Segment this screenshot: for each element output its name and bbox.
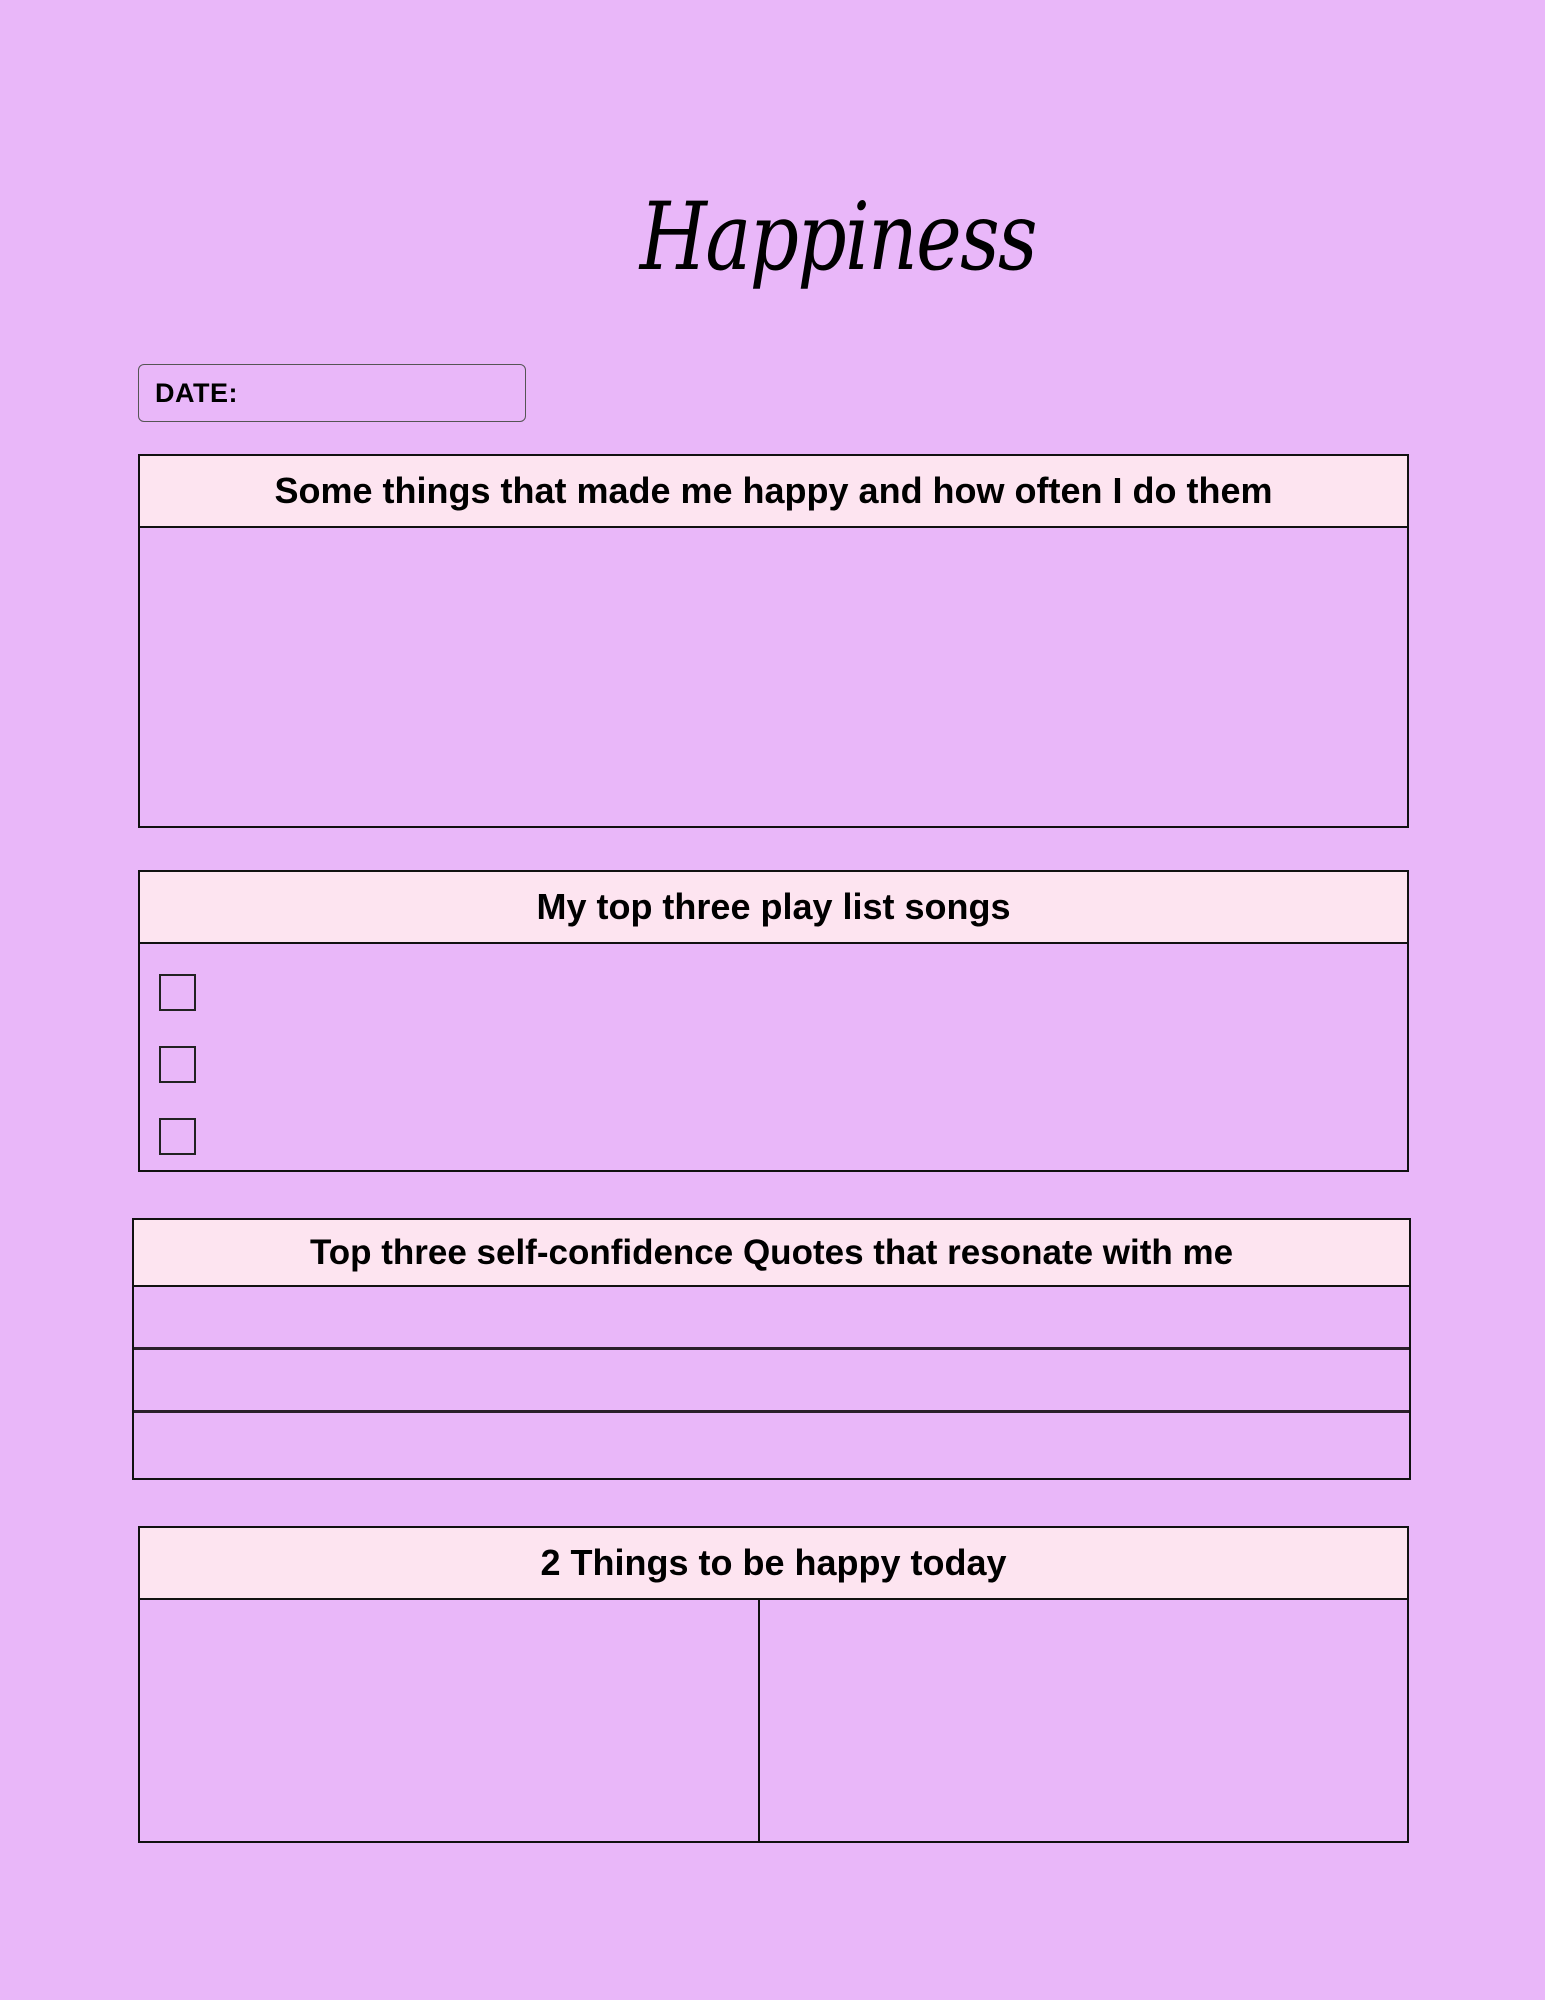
playlist-checklist [140,944,1407,1155]
happy-today-section [138,1526,1409,1843]
quote-line-2[interactable] [134,1350,1409,1413]
playlist-checkbox-3[interactable] [159,1118,196,1155]
happy-today-box-2[interactable] [760,1600,1407,1843]
page-title: Happiness [639,183,1036,292]
happy-today-columns [140,1600,1407,1843]
happy-things-writing-area[interactable] [140,528,1407,826]
playlist-checkbox-2[interactable] [159,1046,196,1083]
date-field[interactable] [138,364,526,422]
playlist-checkbox-1[interactable] [159,974,196,1011]
happy-today-box-1[interactable] [140,1600,760,1843]
happy-things-heading: Some things that made me happy and how often I do them [140,456,1407,528]
playlist-section [138,870,1409,1172]
quote-line-3[interactable] [134,1413,1409,1476]
happy-things-section [138,454,1409,828]
quote-line-1[interactable] [134,1287,1409,1350]
quotes-heading: Top three self-confidence Quotes that resonate with me [134,1220,1409,1287]
date-label: DATE: [155,377,238,408]
happy-today-heading: 2 Things to be happy today [140,1528,1407,1600]
playlist-heading: My top three play list songs [140,872,1407,944]
quotes-section [132,1218,1411,1480]
